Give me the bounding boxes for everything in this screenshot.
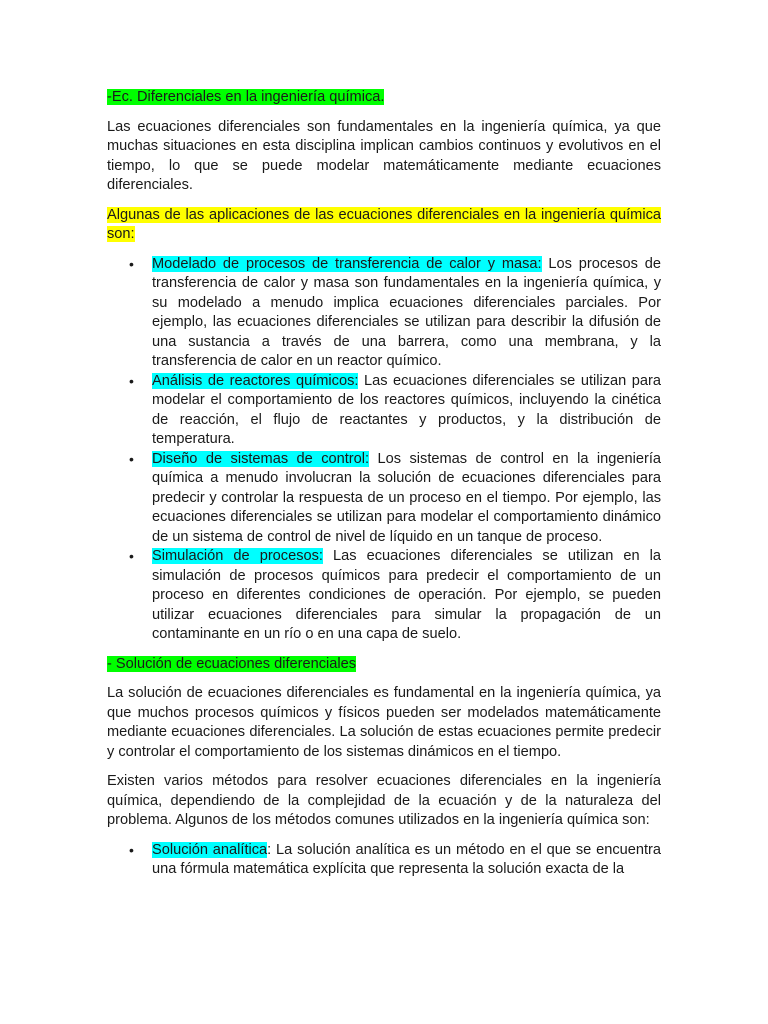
list-item [107,255,661,372]
applications-intro-text: Algunas de las aplicaciones de las ecuaciones diferenciales en la ingeniería química son: [107,206,661,242]
section1-heading-text: -Ec. Diferenciales en la ingeniería química. [107,89,385,105]
applications-intro [107,206,661,245]
list-item-text: Los sistemas de control en la ingeniería química a menudo involucran la solución de ecuaciones diferenciales para predecir y controlar la respuesta de un proceso en el tiempo. Por ejemplo, las ecuaciones diferenciales se utilizan para modelar el comportamiento dinámico de un sistema de control de nivel de líquido en un tanque de proceso. [152,450,662,545]
list-item-label: Diseño de sistemas de control: [152,450,370,467]
list-item [107,372,661,450]
methods-list [107,841,661,880]
list-item [107,450,661,548]
applications-list [107,255,661,645]
list-item-text: Las ecuaciones diferenciales se utilizan para modelar el comportamiento de los reactores químicos, incluyendo la cinética de reacción, el flujo de reactantes y productos, y la distribución de temperatura. [152,372,661,447]
list-item-label: Análisis de reactores químicos: [152,372,359,389]
section1-heading [107,88,661,108]
list-item-label: Modelado de procesos de transferencia de calor y masa: [152,255,542,272]
bullet-icon: • [129,450,134,467]
section2-paragraph-1: La solución de ecuaciones diferenciales es fundamental en la ingeniería química, ya que muchos procesos químicos y físicos pueden ser modelados matemáticamente mediante ecuaciones diferenciales. La solución de estas ecuaciones permite predecir y controlar el comportamiento de los sistemas dinámicos en el tiempo. [107,685,661,760]
bullet-icon: • [129,255,134,272]
list-item [107,841,661,880]
section2-heading [107,655,661,675]
bullet-icon: • [129,372,134,389]
section2-heading-text: - Solución de ecuaciones diferenciales [107,655,357,672]
list-item-text: Las ecuaciones diferenciales se utilizan en la simulación de procesos químicos para predecir el comportamiento de un proceso en diferentes condiciones de operación. Por ejemplo, se pueden utilizar ecuaciones diferenciales para simular la propagación de un contaminante en un río o en una capa de suelo. [152,548,661,642]
bullet-icon: • [129,548,134,564]
list-item [107,547,661,645]
list-item-text: Los procesos de transferencia de calor y masa son fundamentales en la ingeniería química, y su modelado a menudo implica ecuaciones diferenciales parciales. Por ejemplo, las ecuaciones diferenciales se utilizan para describir la difusión de una sustancia a través de una barrera, como una membrana, y la transferencia de calor en un reactor químico. [152,255,661,369]
list-item-label: Simulación de procesos: [152,548,323,564]
list-item-label: Solución analítica [152,841,268,858]
bullet-icon: • [129,841,134,858]
list-item-text: : La solución analítica es un método en el que se encuentra una fórmula matemática explícita que representa la solución exacta de la [152,841,661,877]
section2-paragraph-2: Existen varios métodos para resolver ecuaciones diferenciales en la ingeniería química, dependiendo de la complejidad de la ecuación y de la naturaleza del problema. Algunos de los métodos comunes utilizados en la ingeniería química son: [107,773,661,828]
section1-paragraph: Las ecuaciones diferenciales son fundamentales en la ingeniería química, ya que muchas situaciones en esta disciplina implican cambios continuos y evolutivos en el tiempo, lo que se puede modelar matemáticamente mediante ecuaciones diferenciales. [107,118,661,193]
